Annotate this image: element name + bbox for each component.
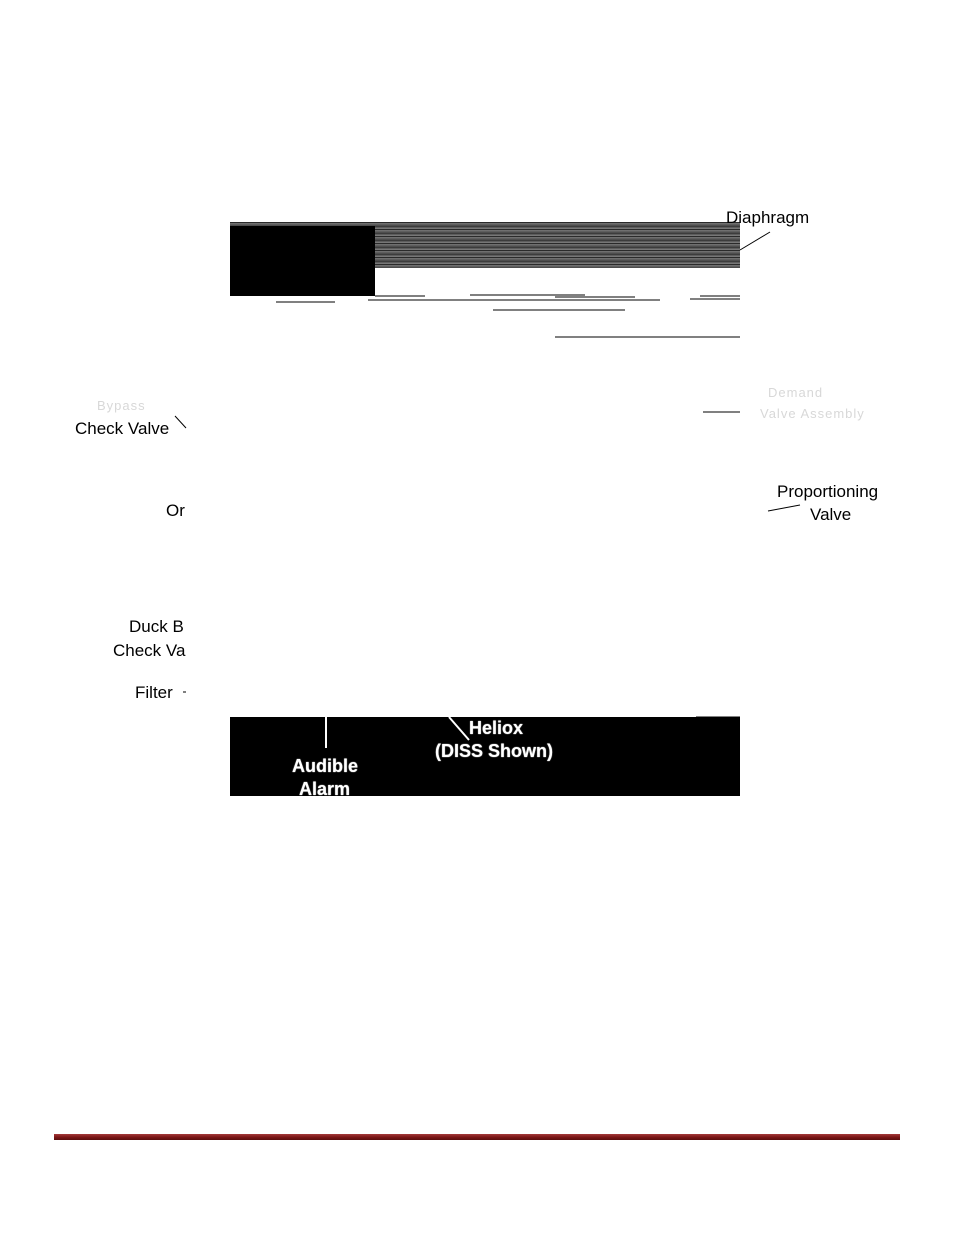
label-diaphragm: Diaphragm xyxy=(726,208,810,227)
label-duck-bill-check-valve: Check Va xyxy=(113,641,186,660)
footer-rule xyxy=(54,1134,900,1140)
label-duck-bill: Duck B xyxy=(129,617,184,636)
label-filter: Filter xyxy=(135,683,173,702)
label-proportioning: Proportioning xyxy=(777,482,879,501)
label-orifice: Or xyxy=(166,501,185,520)
label-alarm: Alarm xyxy=(299,779,351,796)
label-proportioning-valve: Valve xyxy=(810,505,852,524)
label-audible: Audible xyxy=(292,756,358,776)
label-bypass-check-valve: Check Valve xyxy=(75,419,170,438)
label-right-faint-1: Demand xyxy=(768,385,824,400)
label-right-faint-2: Valve Assembly xyxy=(760,406,865,421)
label-heliox-diss: (DISS Shown) xyxy=(435,741,553,761)
label-heliox: Heliox xyxy=(469,718,524,738)
label-bypass: Bypass xyxy=(97,398,146,413)
